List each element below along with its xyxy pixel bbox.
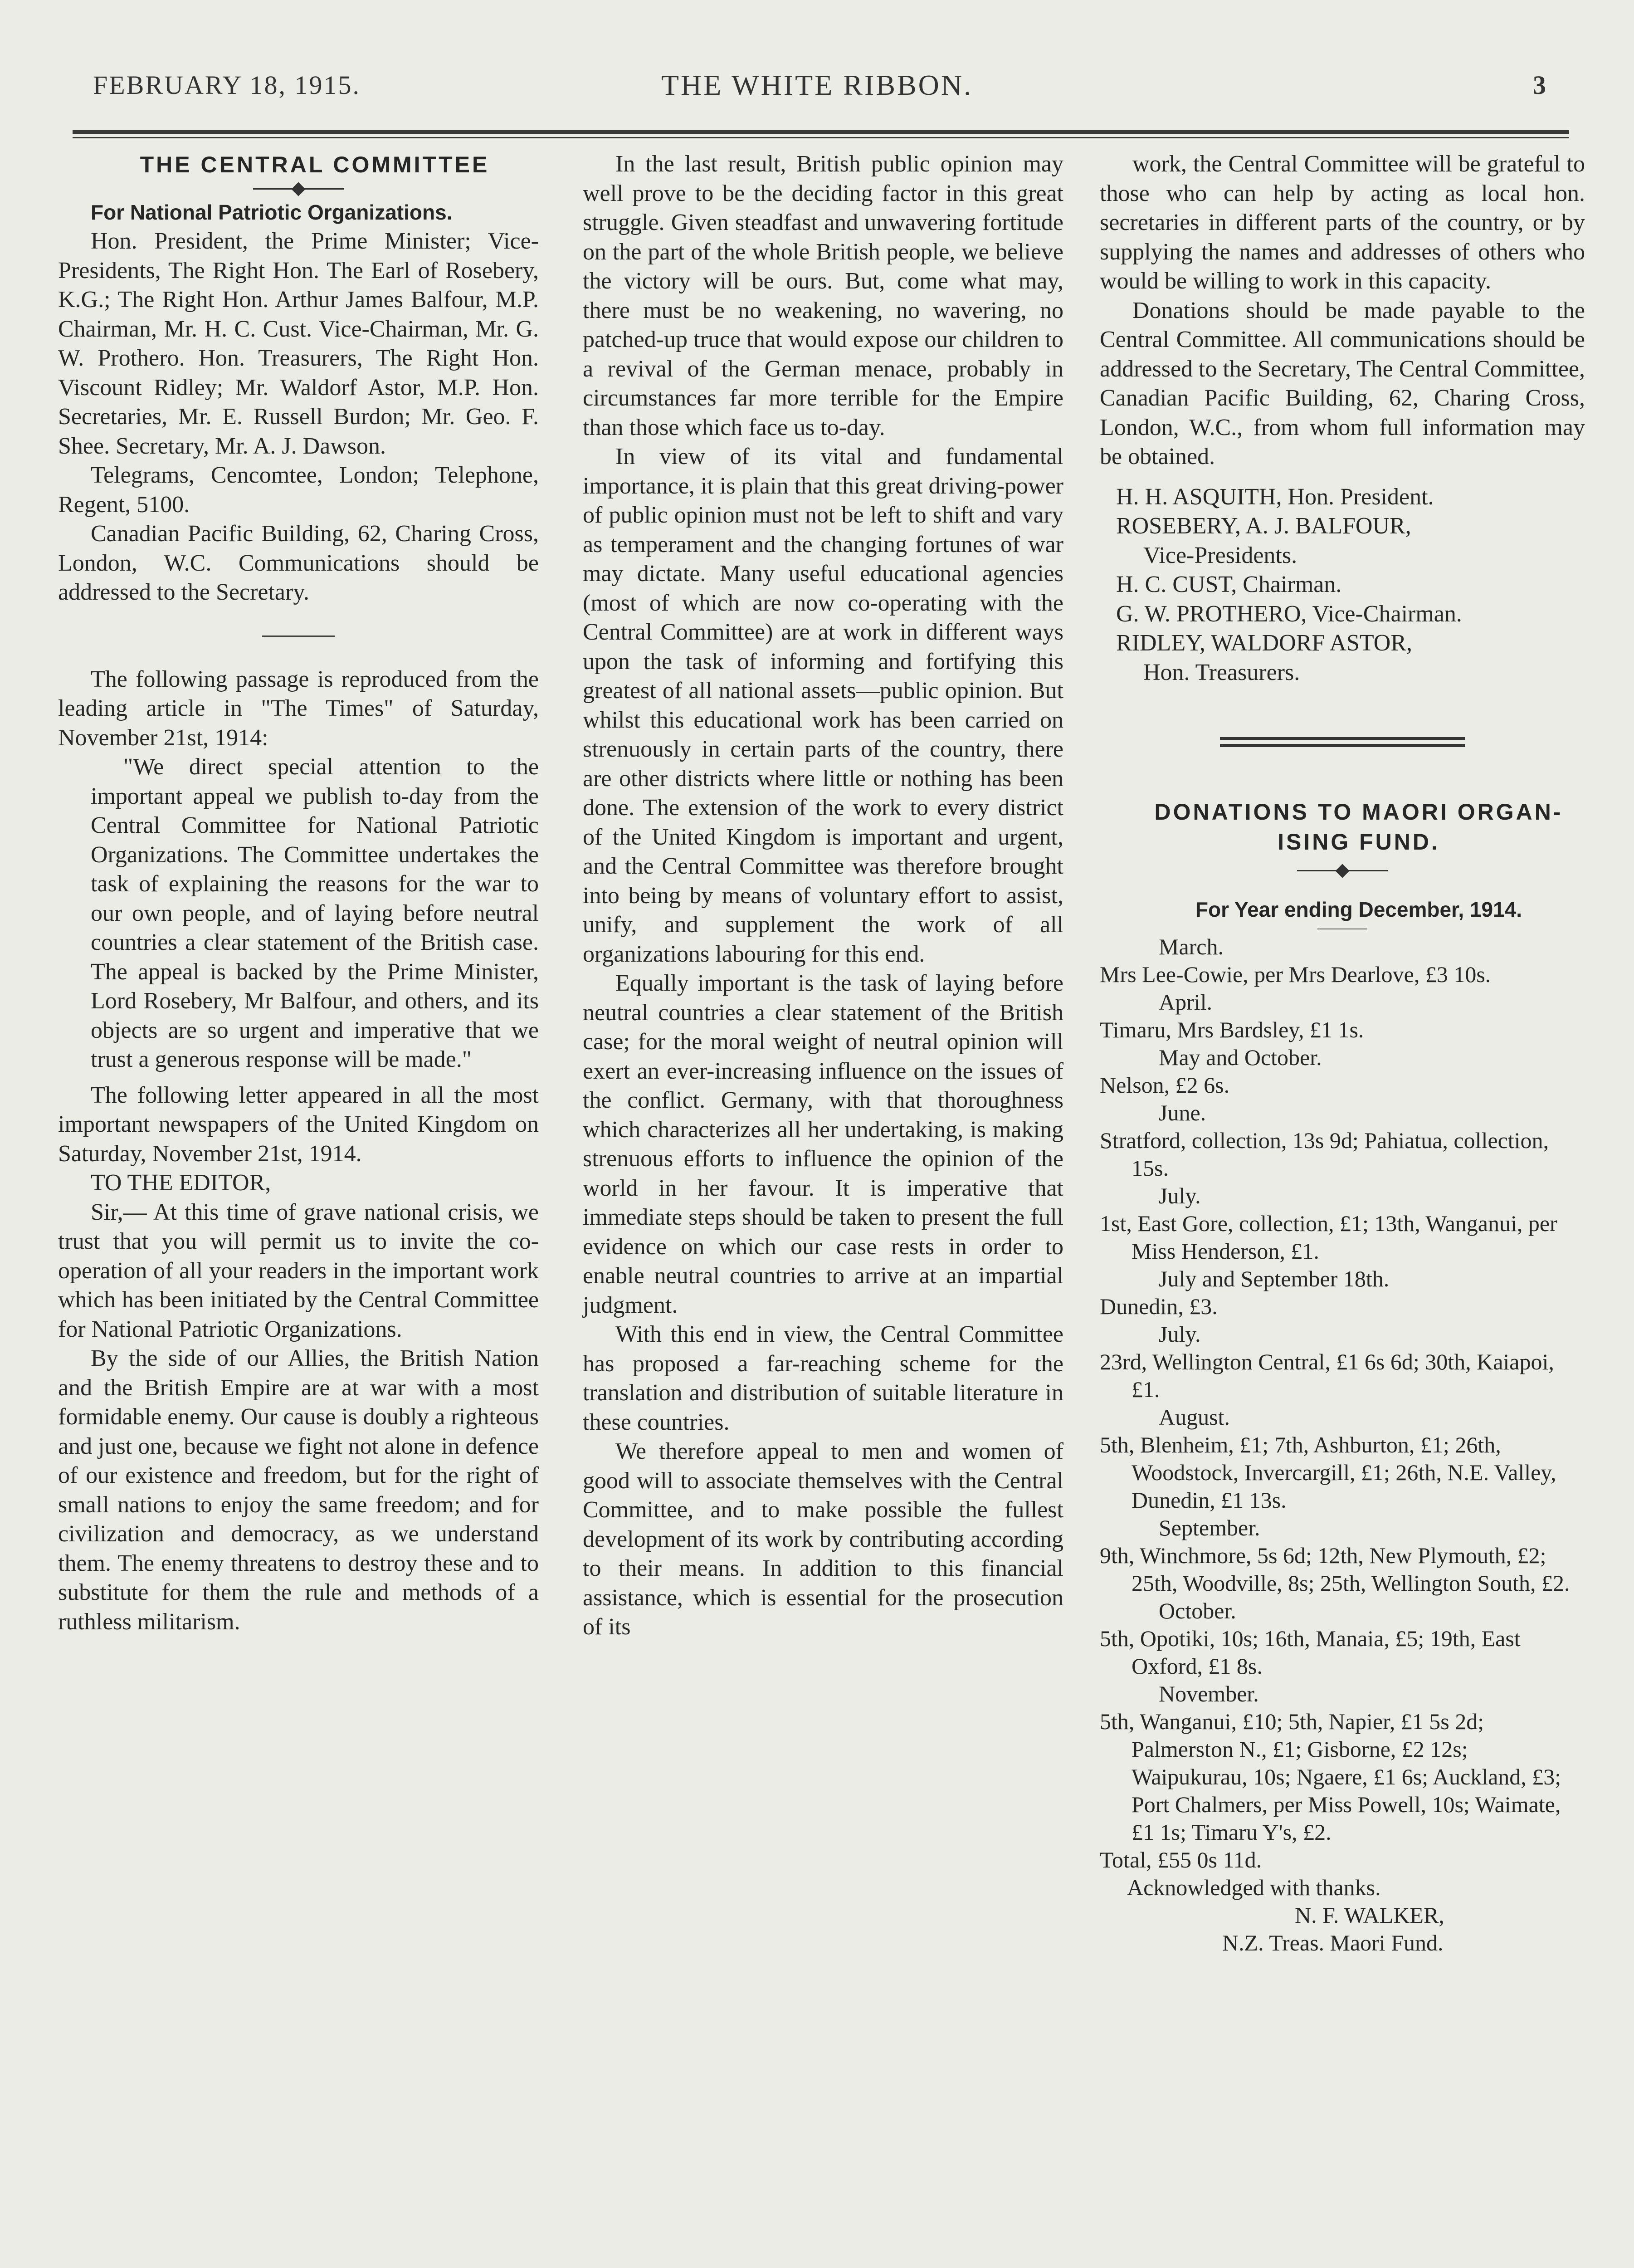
divider [262, 635, 335, 637]
paragraph: The following passage is reproduced from the leading article in "The Times" of Saturday, November 21st, 1914: [58, 666, 539, 751]
paragraph: Donations should be made payable to the Central Committee. All communications should be addressed to the Secretary, The Central Committee, Canadian Pacific Building, 62, Charing Cross, London, W.C., from whom full information may be obtained. [1100, 297, 1585, 469]
signer-name: N. F. WALKER, [1295, 1902, 1444, 1928]
header-rule [73, 130, 1569, 134]
signatory: Hon. Treasurers. [1143, 659, 1300, 685]
donation-month: October. [1159, 1598, 1236, 1623]
section-subheading: For National Patriotic Organizations. [91, 200, 453, 224]
signatory: H. C. CUST, Chairman. [1116, 572, 1342, 597]
donation-entry: 5th, Wanganui, £10; 5th, Napier, £1 5s 2d; Palmerston N., £1; Gisborne, £2 12s; Waipukurau, 10s; Ngaere, £1 6s; Auckland, £3; Port Chalmers, per Miss Powell, 10s; Waimate, £1 1s; Timaru Y's, £2. [1100, 1709, 1561, 1845]
donation-month: July. [1159, 1183, 1201, 1208]
quoted-passage: "We direct special attention to the important appeal we publish to-day from the Central Committee for National Patriotic Organizations. The Committee undertakes the task of explaining the reasons for the war to our own people, and of laying before neutral countries a clear statement of the British case. The appeal is backed by the Prime Minister, Lord Rosebery, Mr Balfour, and others, and its objects are so urgent and imperative that we trust a generous response will be made." [91, 754, 539, 1072]
donation-month: March. [1159, 934, 1224, 959]
donation-month: July. [1159, 1321, 1201, 1347]
donation-entry: 5th, Opotiki, 10s; 16th, Manaia, £5; 19th, East Oxford, £1 8s. [1100, 1626, 1521, 1679]
paragraph: We therefore appeal to men and women of good will to associate themselves with the Central Committee, and to make possible the fullest development of its work by contributing according to their means. In addition to this financial assistance, which is essential for the prosecution of its [583, 1438, 1063, 1640]
paragraph: By the side of our Allies, the British Nation and the British Empire are at war with a most formidable enemy. Our cause is doubly a righteous and just one, because we fight not alone in defence of our existence and freedom, but for the right of small nations to enjoy the same freedom; and for civilization and democracy, as we understand them. The enemy threatens to destroy these and to substitute for them the rule and methods of a ruthless militarism. [58, 1345, 539, 1635]
page-number: 3 [1533, 70, 1546, 100]
signatory: ROSEBERY, A. J. BALFOUR, [1116, 513, 1411, 539]
donation-entry: 23rd, Wellington Central, £1 6s 6d; 30th, Kaiapoi, £1. [1100, 1349, 1554, 1402]
donation-month: April. [1159, 989, 1213, 1015]
signatory: RIDLEY, WALDORF ASTOR, [1116, 630, 1412, 656]
letter-salutation: TO THE EDITOR, [91, 1170, 271, 1196]
donation-entry: Mrs Lee-Cowie, per Mrs Dearlove, £3 10s. [1100, 962, 1491, 987]
donation-entry: 9th, Winchmore, 5s 6d; 12th, New Plymouth, £2; 25th, Woodville, 8s; 25th, Wellington South, £2. [1100, 1543, 1570, 1596]
donation-entry: Nelson, £2 6s. [1100, 1072, 1230, 1098]
column-1 [58, 150, 539, 1637]
issue-date: FEBRUARY 18, 1915. [93, 70, 361, 100]
double-rule [1220, 737, 1465, 747]
section-heading: THE CENTRAL COMMITTEE [140, 152, 490, 177]
donation-entry: Timaru, Mrs Bardsley, £1 1s. [1100, 1017, 1364, 1042]
donation-total: Total, £55 0s 11d. [1100, 1847, 1262, 1872]
paragraph: Hon. President, the Prime Minister; Vice-Presidents, The Right Hon. The Earl of Rosebery, K.G.; The Right Hon. Arthur James Balfour, M.P. Chairman, Mr. H. C. Cust. Vice-Chairman, Mr. G. W. Prothero. Hon. Treasurers, The Right Hon. Viscount Ridley; Mr. Waldorf Astor, M.P. Hon. Secretaries, Mr. E. Russell Burdon; Mr. Geo. F. Shee. Secretary, Mr. A. J. Dawson. [58, 228, 539, 459]
donation-month: November. [1159, 1681, 1259, 1706]
signatory: G. W. PROTHERO, Vice-Chairman. [1116, 601, 1462, 627]
fund-subheading: For Year ending December, 1914. [1195, 898, 1522, 921]
donation-month: August. [1159, 1404, 1230, 1430]
ornament-divider [1100, 861, 1585, 880]
paragraph: In view of its vital and fundamental importance, it is plain that this great driving-power of public opinion must not be left to shift and vary as temperament and the changing fortunes of war may dictate. Many useful educational agencies (most of which are now co-operating with the Central Committee) are at work in different ways upon the task of informing and fortifying this greatest of all national assets—public opinion. But whilst this educational work has been carried on strenuously in certain parts of the country, there are other districts where little or nothing has been done. The extension of the work to every district of the United Kingdom is important and urgent, and the Central Committee was therefore brought into being by means of voluntary effort to assist, unify, and supplement the work of all organizations labouring for this end. [583, 444, 1063, 967]
paragraph: The following letter appeared in all the most important newspapers of the United Kingdom on Saturday, November 21st, 1914. [58, 1082, 539, 1167]
publication-title: THE WHITE RIBBON. [661, 69, 973, 101]
donation-month: September. [1159, 1515, 1260, 1540]
signatory: Vice-Presidents. [1143, 542, 1297, 568]
donation-month: June. [1159, 1100, 1206, 1125]
donation-entry: Stratford, collection, 13s 9d; Pahiatua, collection, 15s. [1100, 1128, 1549, 1181]
donation-month: May and October. [1159, 1045, 1322, 1070]
paragraph: Canadian Pacific Building, 62, Charing Cross, London, W.C. Communications should be addressed to the Secretary. [58, 521, 539, 605]
header-rule-thin [73, 137, 1569, 138]
paragraph: Equally important is the task of laying before neutral countries a clear statement of the British case; for the moral weight of neutral opinion will exert an ever-increasing influence on the issues of the conflict. Germany, with that thoroughness which characterizes all her undertaking, is making strenuous efforts to influence the opinion of the world in her favour. It is imperative that immediate steps should be taken to present the full evidence on which our case rests in order to enable neutral countries to arrive at an impartial judgment. [583, 970, 1063, 1318]
acknowledgement: Acknowledged with thanks. [1127, 1875, 1381, 1900]
ornament-divider [58, 180, 539, 198]
fund-heading: DONATIONS TO MAORI ORGAN- [1154, 799, 1563, 825]
paragraph: Telegrams, Cencomtee, London; Telephone, Regent, 5100. [58, 462, 539, 518]
fund-heading-cont: ISING FUND. [1278, 829, 1440, 855]
signatory: H. H. ASQUITH, Hon. President. [1116, 484, 1434, 510]
paragraph: Sir,— At this time of grave national crisis, we trust that you will permit us to invite the co-operation of all your readers in the important work which has been initiated by the Central Committee for National Patriotic Organizations. [58, 1199, 539, 1342]
signer-title: N.Z. Treas. Maori Fund. [1222, 1930, 1444, 1955]
column-2 [583, 150, 1063, 1642]
donation-month: July and September 18th. [1159, 1266, 1390, 1291]
column-3 [1100, 150, 1585, 1957]
donation-entry: 1st, East Gore, collection, £1; 13th, Wanganui, per Miss Henderson, £1. [1100, 1211, 1557, 1264]
paragraph: With this end in view, the Central Committee has proposed a far-reaching scheme for the translation and distribution of suitable literature in these countries. [583, 1321, 1063, 1435]
donation-entry: 5th, Blenheim, £1; 7th, Ashburton, £1; 26th, Woodstock, Invercargill, £1; 26th, N.E. Valley, Dunedin, £1 13s. [1100, 1432, 1556, 1513]
donation-entry: Dunedin, £3. [1100, 1294, 1218, 1319]
paragraph: work, the Central Committee will be grateful to those who can help by acting as local hon. secretaries in different parts of the country, or by supplying the names and addresses of others who would be willing to work in this capacity. [1100, 151, 1585, 294]
paragraph: In the last result, British public opinion may well prove to be the deciding factor in this great struggle. Given steadfast and unwavering fortitude on the part of the whole British people, we believe the victory will be ours. But, come what may, there must be no weakening, no wavering, no patched-up truce that would expose our children to a revival of the German menace, probably in circumstances far more terrible for the Empire than those which face us to-day. [583, 151, 1063, 440]
